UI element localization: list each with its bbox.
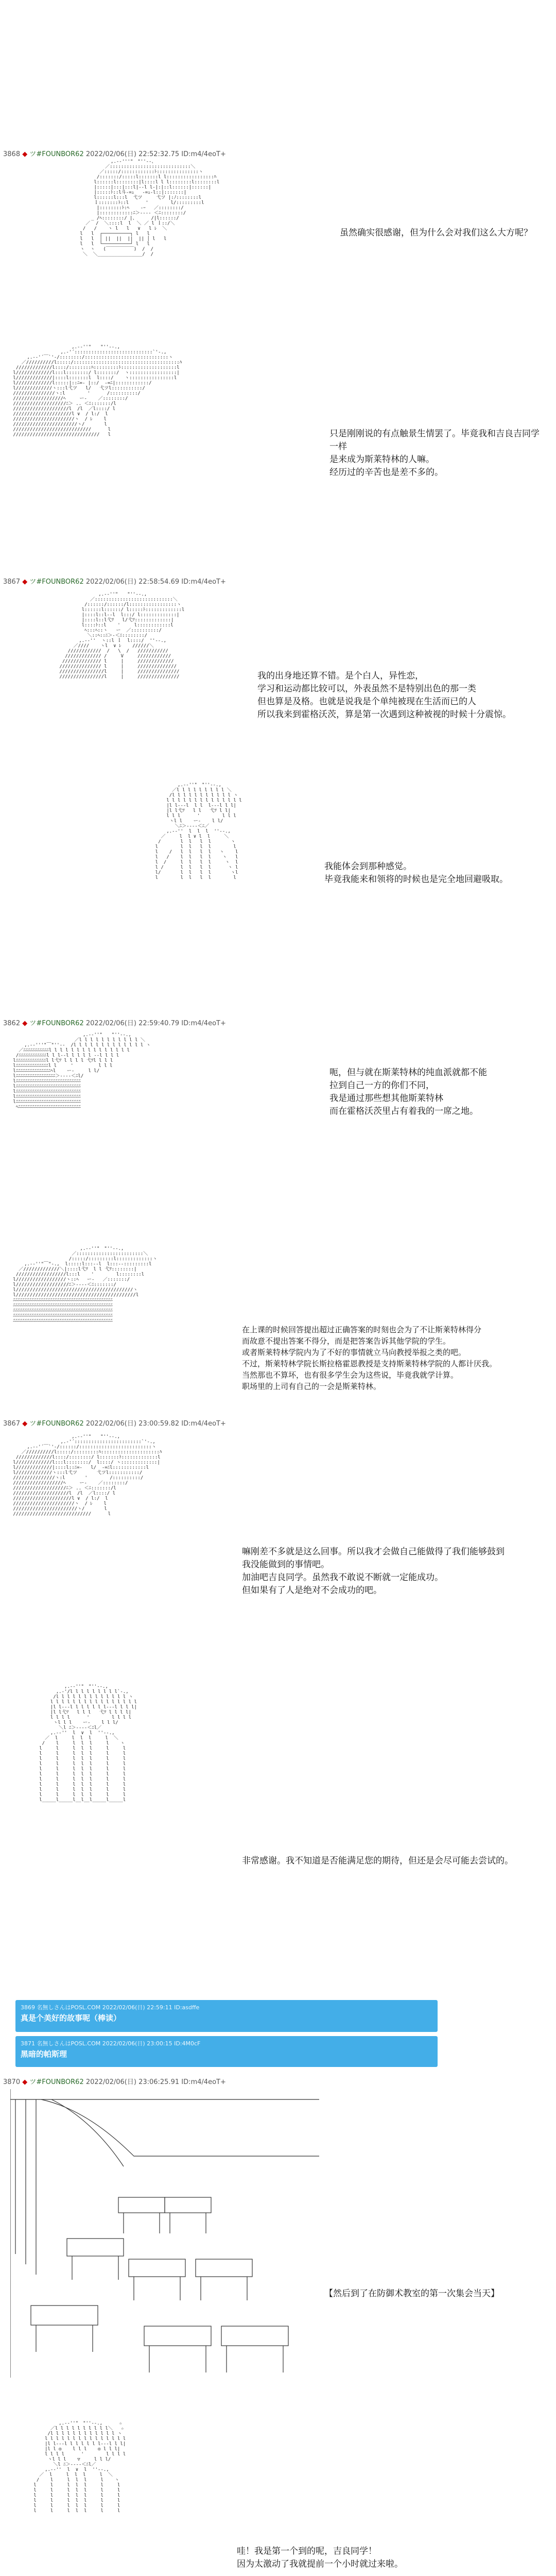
dialog-text: 【然后到了在防御术教室的第一次集会当天】: [324, 2289, 499, 2299]
reply-box: [15, 2036, 438, 2067]
reply-box: [15, 2000, 438, 2032]
poster-name[interactable]: ツ#FOUNBOR62: [29, 2078, 84, 2086]
dialog-text: 嘛刚差不多就是这么回事。所以我才会做自己能做得了我们能够鼓到 我没能做到的事情吧。 加油吧吉良同学。虽然我不敢说不断就一定能成功。 但如果有了人是绝对不会成功的吧。: [242, 1547, 505, 1596]
ascii-art-figure: ,.-‐''"￣"''‐-., ,.‐'/l l l l l l l l l`‐., /l l l l l l l l l l l l l ヽ l l l l l l l l l l l l l l l l |l l‐--l l l l l l l--‐l l l l| |l l弋ﾂ l l l 弋ﾂ l l l l| l l l l ' l l l l ヽl l l ー‐ l l l/ ＼l ﾆ＞‐--‐＜ﾆl／ ,.-‐'' l ∨ l ''‐-., ／ l l l l l ＼ / l l l l l ヽ l l l l l l l l l l l l l l l l l l l l l l l l l l l l l l l l l l l l l l l l l l l l l l l l l l l l l l l l l l l l l l l l l l l l l l l_____l_____l__l__l_____l_____l: [39, 1684, 137, 1803]
dialog-text: 哇！我是第一个到的呢，吉良同学！ 因为太激动了我就提前一个小时就过来啦。: [237, 2546, 403, 2569]
post-date: 2022/02/06(日) 22:52:32.75 ID:m4/4eoT+: [85, 150, 226, 158]
post-number: 3862: [3, 1020, 21, 1027]
post-number: 3870: [3, 2078, 21, 2086]
post-number: 3867: [3, 578, 21, 586]
dialog-text: 虽然确实很感谢，但为什么会对我们这么大方呢？: [340, 228, 532, 238]
post-date: 2022/02/06(日) 22:58:54.69 ID:m4/4eoT+: [85, 578, 226, 586]
post-header: [3, 2076, 226, 2086]
reply-header: 3869 名無しさんはPOSL.COM 2022/02/06(日) 22:59:11 ID:asdffe: [21, 2004, 200, 2011]
ascii-art-figure: ,.-‐''"￣￣"''‐-., ／l l l l l l l l l l l ＼ ,.-‐'''"￣"''‐- /l l l l l l l l l l l l l ヽ ／ﾆﾆﾆﾆﾆﾆﾆﾆﾆﾆﾆl l l l l l l l l l l l l l l /ﾆﾆﾆﾆﾆﾆﾆﾆﾆﾆﾆﾆl l l‐-l l l l l -‐l l l l lﾆﾆﾆﾆﾆﾆﾆﾆﾆﾆﾆﾆﾆl l弋ﾂ l l l l 弋ﾂl l l l lﾆﾆﾆﾆﾆﾆﾆﾆﾆﾆﾆﾆﾆﾆl l ' l l l lﾆﾆﾆﾆﾆﾆﾆﾆﾆﾆﾆﾆﾆﾆﾆﾍl ー‐ l l/ lﾆﾆﾆﾆﾆﾆﾆﾆﾆﾆﾆﾆﾆﾆﾆﾆﾆ＞‐--‐＜ﾆl/ lﾆﾆﾆﾆﾆﾆﾆﾆﾆﾆﾆﾆﾆﾆﾆﾆﾆﾆﾆﾆﾆﾆﾆﾆﾆﾆﾆﾆ lﾆﾆﾆﾆﾆﾆﾆﾆﾆﾆﾆﾆﾆﾆﾆﾆﾆﾆﾆﾆﾆﾆﾆﾆﾆﾆﾆﾆ lﾆﾆﾆﾆﾆﾆﾆﾆﾆﾆﾆﾆﾆﾆﾆﾆﾆﾆﾆﾆﾆﾆﾆﾆﾆﾆﾆﾆ lﾆﾆﾆﾆﾆﾆﾆﾆﾆﾆﾆﾆﾆﾆﾆﾆﾆﾆﾆﾆﾆﾆﾆﾆﾆﾆﾆﾆ lﾆﾆﾆﾆﾆﾆﾆﾆﾆﾆﾆﾆﾆﾆﾆﾆﾆﾆﾆﾆﾆﾆﾆﾆﾆﾆﾆﾆ ﾍﾆﾆﾆﾆﾆﾆﾆﾆﾆﾆﾆﾆﾆﾆﾆﾆﾆﾆﾆﾆﾆﾆﾆﾆﾆﾆﾆ: [13, 1032, 151, 1110]
post-date: 2022/02/06(日) 22:59:40.79 ID:m4/4eoT+: [85, 1020, 226, 1027]
ascii-art-figure: ,.-‐''"￣￣"''‐-., ／::::::::::::::::::::::::::::＼ /::::::/::::::/l:::::::::::::::::ヽ l::::::l::::::/ l:::::ﾄ:::::::::::::l |::::l::l‐-l l:::/ l:::::::::::::| |::::l::l弋ﾂ l/弋ﾂ:::::::::::::| l::::ﾄ::l ' l::::::::::::l ﾍ:::ﾍ::ヽ ー ／::::::::::/ ＼::ﾍ::ﾆ＞‐＜ﾆ::::::::/ ,.-‐'' ヽ::l ｌ l::::/ ''‐-., ／//// ヽl ∨ ﾚ //////＼ //////////// / \ / /////////// ///////////// / V //////////// ////////////// l | ///////////// /////////////// l | ////////////// ////////////////l | /////////////// ////////////////l | ///////////////: [59, 592, 185, 680]
poster-name[interactable]: ツ#FOUNBOR62: [29, 1420, 84, 1428]
classroom-scene-art: [10, 2089, 319, 2378]
post-date: 2022/02/06(日) 23:00:59.82 ID:m4/4eoT+: [85, 1420, 226, 1428]
reply-text: 真是个美好的故事呢（棒读）: [21, 2013, 121, 2023]
dialog-text: 只是刚刚说的有点触景生情罢了。毕竟我和吉良吉同学一样 是来成为斯莱特林的人嘛。 经历过的辛苦也是差不多的。: [329, 429, 540, 478]
post-header: [3, 1418, 226, 1428]
reply-header: 3871 名無しさんはPOSL.COM 2022/02/06(日) 23:00:15 ID:4M0cF: [21, 2040, 201, 2047]
post-date: 2022/02/06(日) 23:06:25.91 ID:m4/4eoT+: [85, 2078, 226, 2086]
post-header: [3, 148, 226, 158]
ascii-art-figure: ,.-‐''"￣"''‐-., ／::::::::::::::::::::::::＼ /:::::/:::::::::l:::::::::::::ヽ ,.-‐''"￣"‐., l:::::l:::‐-l l:::-‐:::::::::l ／/////////////＼|::::l弋ﾂ l l 弋ﾂ::::::::| //////////////////l:::l ' l::::::::l l//////////////////ヽ::ﾍ ー‐ ／:::::::/ l///////////////////ﾆ＞‐--‐＜ﾆ:::::::/ l//////////////////////////////////////////ヽ l///////////////////////////////////////////l ﾆﾆﾆﾆﾆﾆﾆﾆﾆﾆﾆﾆﾆﾆﾆﾆﾆﾆﾆﾆﾆﾆﾆﾆﾆﾆﾆﾆﾆﾆﾆﾆﾆﾆﾆﾆﾆﾆﾆﾆﾆﾆﾆ ﾆﾆﾆﾆﾆﾆﾆﾆﾆﾆﾆﾆﾆﾆﾆﾆﾆﾆﾆﾆﾆﾆﾆﾆﾆﾆﾆﾆﾆﾆﾆﾆﾆﾆﾆﾆﾆﾆﾆﾆﾆﾆﾆ ﾆﾆﾆﾆﾆﾆﾆﾆﾆﾆﾆﾆﾆﾆﾆﾆﾆﾆﾆﾆﾆﾆﾆﾆﾆﾆﾆﾆﾆﾆﾆﾆﾆﾆﾆﾆﾆﾆﾆﾆﾆﾆﾆ ﾆﾆﾆﾆﾆﾆﾆﾆﾆﾆﾆﾆﾆﾆﾆﾆﾆﾆﾆﾆﾆﾆﾆﾆﾆﾆﾆﾆﾆﾆﾆﾆﾆﾆﾆﾆﾆﾆﾆﾆﾆﾆﾆ ﾆﾆﾆﾆﾆﾆﾆﾆﾆﾆﾆﾆﾆﾆﾆﾆﾆﾆﾆﾆﾆﾆﾆﾆﾆﾆﾆﾆﾆﾆﾆﾆﾆﾆﾆﾆﾆﾆﾆﾆﾆﾆﾆ: [13, 1246, 158, 1324]
dialog-text: 呃，但与就在斯莱特林的纯血派就都不能 拉到自己一方的你们不同， 我是通过那些想其他斯莱特林 而在霍格沃茨里占有着我的一席之地。: [329, 1067, 487, 1116]
post-marker: ◆: [22, 1420, 28, 1428]
post-number: 3867: [3, 1420, 21, 1428]
post-header: [3, 576, 226, 586]
post-marker: ◆: [22, 1020, 28, 1027]
post-marker: ◆: [22, 578, 28, 586]
post-number: 3868: [3, 150, 21, 158]
ascii-art-figure: ,.-‐''"￣￣"''‐-., ,.‐'´::::::::::::::::::::::::`'‐., ,.-‐'´￣`'‐/::::::/::::::::::::::::::::::::::ヽ ／//////////l:::::/:::::::::ﾊ:::::::::::::::::::::ﾊ /////////////l::::/::::::::/ l:::::::ﾄ:::::::::::::l l/////////////l:::l::::::::/ l::::/ ヽ:::::::::::::| l/////////////|::::l::ﾆ=- l/ -=ﾆl::::::::::::l l/////////////ヽ:::l弋ツ 弋ツl:::::::::::/ ///////////////ヽ:l ' /::::::::::/ //////////////////ﾍ ー‐ ／::::::::/ ///////////////////ﾆ＞ .. ＜ﾆ:::::::/l ////////////////////l /l ／l::::/ l /////////////////////l ∨ / l:/ l //////////////////////ヽ / ﾚ l ///////////////////////ヽ/ l //////////////////////////// l: [13, 1434, 162, 1517]
poster-name[interactable]: ツ#FOUNBOR62: [29, 1020, 84, 1027]
poster-name[interactable]: ツ#FOUNBOR62: [29, 150, 84, 158]
dialog-text: 非常感谢。我不知道是否能满足您的期待，但还是会尽可能去尝试的。: [242, 1856, 513, 1866]
dialog-text: 我的出身地还算不错。是个白人，异性恋， 学习和运动都比较可以，外表虽然不是特别出色的那一类 但也算是及格。也就是说我是个单纯被现在生活而已的人 所以我来到霍格沃茨，算是第一次遇到这种被视的时候十分震惊。: [257, 671, 511, 720]
post-marker: ◆: [22, 2078, 28, 2086]
ascii-art-figure: ,.-‐''"￣￣"''‐-., ,.‐'´::::::::::::::::::::::::::::`'‐., ,.-‐'´￣`'‐/::::::::/::::::::::::::::::::::::::::::ヽ ／//////////l:::::/::::::::::::::::::::::::::::::::::::::ﾊ /////////////l::::/::::::::ﾊ:::::::::ﾄ::::::::::::::::::::l l/////////////l:::l::::::::/ l:::::::/ ヽ:::::::::::::::::| l/////////////|::::l:::::::l l::::/ ヽ::::::::::::::::l l/////////////l:::::|::ﾆ=- |::/ -=ﾆ|::::::::::::/ l/////////////ヽ:::l弋ツ l/ 弋ツl:::::::::::/ ///////////////ヽ:l ' /::::::::::/ //////////////////ﾍ ー‐ ／::::::::/ ///////////////////ﾆ＞ .. ＜ﾆ:::::::/l ////////////////////l /l ／l::::/ l /////////////////////l ∨ / l:/ l //////////////////////ヽ / ﾚ l ///////////////////////ヽ/ l //////////////////////////// l /////////////////////////////// l: [13, 345, 182, 437]
dialog-text: 在上课的时候回答提出超过正确答案的时刻也会为了不让斯莱特林得分 而故意不提出答案不得分，而是把答案告诉其他学院的学生。 或者斯莱特林学院内为了不好的事情就立马向教授举报之类的吧。 不过，斯莱特林学院长斯拉格霍恩教授是支持斯莱特林学院的人都计厌我。 当然那也不算坏，也有很多学生会为这些说，毕竟我就学计算。 职场里的上司有自己的一会是斯莱特林。: [242, 1325, 497, 1391]
reply-text: 黑暗的帕斯理: [21, 2049, 67, 2059]
ascii-art-figure: ,.-‐''"￣"''‐-., ☆ ／l l l l l l l l l l＼ ☆ /l l l l l l l l l l l l ヽ l l l l l l l l l l l l l l l |l l‐--l l l l l l l--‐l l l| |l l ◎ l l l ◎ l l l| l l l l ' l l l l ヽl l l ▽ l l l/ ＼l ﾆ＞‐--‐＜ﾆl／ ,.-‐'' l ∨ l ''‐-., ／ l l l l l ＼ / l l l l l ヽ l l l l l l l l l l l l l l l l l l l l l l l l l l l l l l l l l l l l l l l l l l: [33, 2421, 126, 2514]
poster-name[interactable]: ツ#FOUNBOR62: [29, 578, 84, 586]
post-header: [3, 1018, 226, 1027]
ascii-art-figure: ,.-‐'''"￣"''‐-、 ／:::::::::::::::::::::::::::::＼ ／:::::/::::::::::::ﾄ:::::::::::::::ヽ /:::::::/:::::l:::::::l l:::::::::::::::::ﾊ l::::::l::::::::|l::::l l l::::::::l::::::::l |:::::|:::|:::l|‐-l l-|:|::l::::::|::::::| |:::::ﾄ::l斗-=ｭ ‐=ｭ-l::|:::::::| l::::::l:::l 弋ツ 弋ツ |:ﾉ::::::::l ｌ:::::::ﾄ::l ' l/:::::::::l |::::::::ﾄ:ﾍ ‐ｰ ／::::::::/ |::::::::::::ﾆ＞‐--‐ ＜ﾆ::::::::/ _ /ﾍ::::::::/ |、 /|l::::::/ ／ / ＼::::l l ＼ ／ l ｌ::/＼ / / ヽ l l ∨ l ﾚ ＼ l l ┌──────────┐ l l l l │ || || || || │ l l l l └──────────┘ l l ヽ ヽ (￣￣￣￣￣￣) / / ＼ ＼________________/ /: [80, 159, 220, 257]
post-marker: ◆: [22, 150, 28, 158]
ascii-art-figure: ,.-‐''"￣"''‐-., ／l l l l l l l l l ＼ /l l l l l l l l l l l ヽ l l l l l l l l l l l l l l |l l‐--l l l l--‐l l l| |l l弋ﾂ l l 弋ﾂ l l| l l l ' l l l ヽl l ー‐ l l/ ＼ﾆ＞‐--‐＜ﾆ／ ,.-‐'' l l l ''‐-., ／ l l ∨ l l ＼ / l l l l ヽ l l l l l l l / l l l l ヽ l l / l l l l ヽ l l / l l l l ヽ l l / l l l l ヽ l l/ l l l l ヽl l l l l l l: [155, 783, 242, 880]
dialog-text: 我能体会到那种感觉。 毕竟我能来和领将的时候也是完全地回避吸取。: [324, 861, 508, 885]
